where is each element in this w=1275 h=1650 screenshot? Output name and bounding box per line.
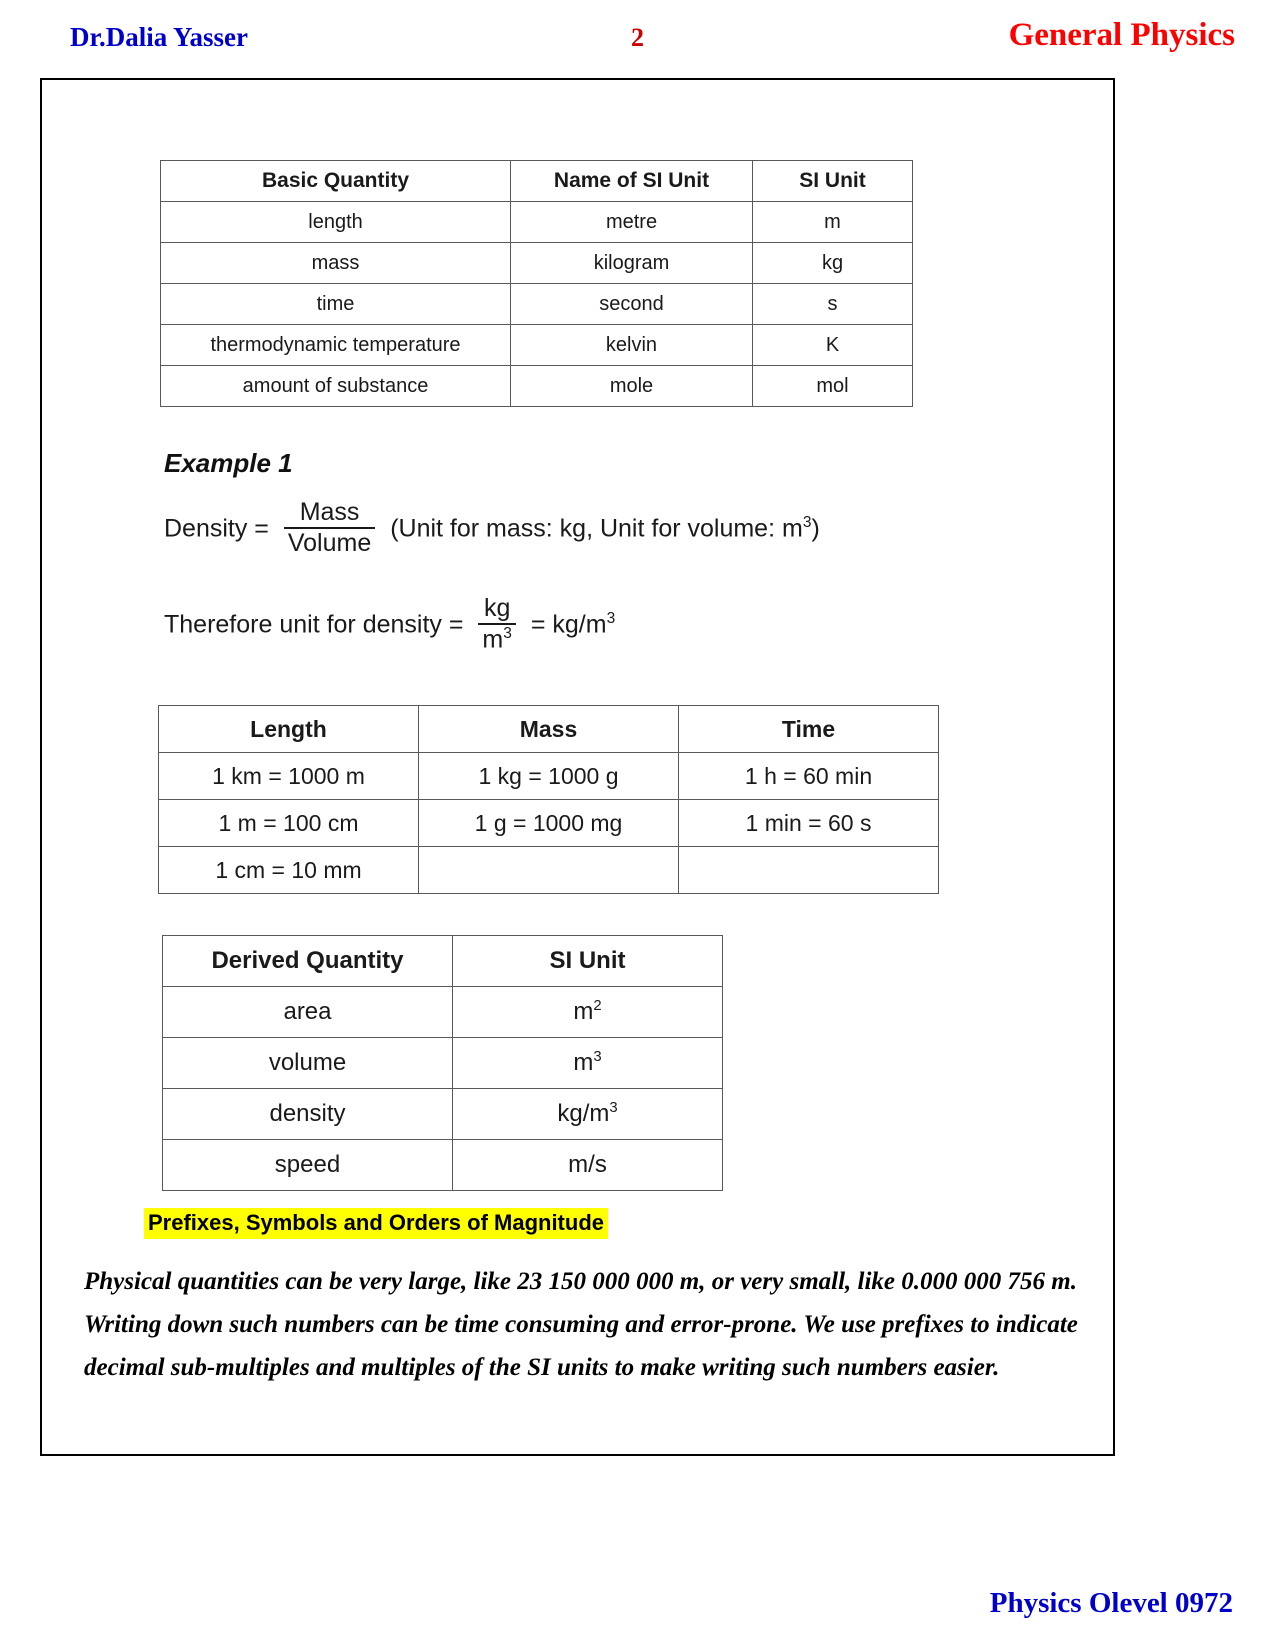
column-header: Basic Quantity [161, 161, 511, 202]
unit-base: kg/m [557, 1100, 610, 1127]
unit-exponent: 3 [593, 1049, 602, 1065]
density-formula [164, 500, 820, 560]
table-cell: 1 m = 100 cm [159, 800, 419, 847]
table-row [159, 847, 939, 894]
fraction-numerator: kg [483, 594, 511, 622]
table-cell: area [163, 987, 453, 1038]
table-row [163, 1140, 723, 1191]
table-cell: 1 kg = 1000 g [419, 753, 679, 800]
table-cell: mass [161, 243, 511, 284]
table-row [161, 284, 913, 325]
fraction-mass-over-volume [284, 498, 375, 558]
column-header: SI Unit [753, 161, 913, 202]
table-cell: 1 g = 1000 mg [419, 800, 679, 847]
table-cell: thermodynamic temperature [161, 325, 511, 366]
formula-note-before: (Unit for mass: kg, Unit for volume: m [390, 514, 803, 543]
column-header: Mass [419, 706, 679, 753]
table-row [161, 366, 913, 407]
formula-lead: Therefore unit for density = [164, 610, 471, 639]
table-cell [679, 847, 939, 894]
section-heading-prefixes: Prefixes, Symbols and Orders of Magnitude [144, 1208, 608, 1239]
table-cell: density [163, 1089, 453, 1140]
table-cell: 1 cm = 10 mm [159, 847, 419, 894]
table-cell: 1 km = 1000 m [159, 753, 419, 800]
table-row [163, 987, 723, 1038]
table-cell: amount of substance [161, 366, 511, 407]
table-cell: second [511, 284, 753, 325]
table-cell: metre [511, 202, 753, 243]
page-footer: Physics Olevel 0972 [989, 1587, 1233, 1619]
derived-quantity-table [162, 935, 723, 1191]
unit-base: m [573, 1049, 594, 1076]
fraction-numerator: Mass [299, 498, 360, 526]
table-row [161, 325, 913, 366]
table-cell: speed [163, 1140, 453, 1191]
table-header-row [163, 936, 723, 987]
table-cell: mole [511, 366, 753, 407]
fraction-denominator: Volume [284, 527, 375, 558]
table-cell: volume [163, 1038, 453, 1089]
table-header-row [159, 706, 939, 753]
density-unit-formula [164, 596, 615, 656]
table-cell: kilogram [511, 243, 753, 284]
column-header: Derived Quantity [163, 936, 453, 987]
table-cell [453, 1089, 723, 1140]
formula-note-exponent: 3 [802, 514, 812, 532]
denominator-base: m [482, 625, 504, 654]
table-cell [453, 1140, 723, 1191]
table-cell: 1 h = 60 min [679, 753, 939, 800]
formula-result-exponent: 3 [606, 610, 616, 628]
fraction-denominator [478, 623, 515, 654]
table-row [161, 243, 913, 284]
table-cell: time [161, 284, 511, 325]
table-cell [453, 987, 723, 1038]
column-header: Time [679, 706, 939, 753]
header-author: Dr.Dalia Yasser [70, 22, 248, 52]
table-cell [453, 1038, 723, 1089]
fraction-kg-over-m3 [478, 594, 515, 654]
table-cell: kg [753, 243, 913, 284]
unit-exponent: 3 [609, 1100, 618, 1116]
unit-conversion-table [158, 705, 939, 894]
example-heading: Example 1 [164, 448, 293, 478]
page-number: 2 [631, 23, 644, 52]
basic-quantity-table [160, 160, 913, 407]
header-subject: General Physics [1008, 17, 1235, 53]
page-content-frame [40, 78, 1115, 1456]
table-cell: K [753, 325, 913, 366]
column-header: SI Unit [453, 936, 723, 987]
table-row [163, 1089, 723, 1140]
page-header [40, 17, 1235, 68]
formula-lead: Density = [164, 514, 276, 543]
table-cell: mol [753, 366, 913, 407]
table-row [159, 753, 939, 800]
denominator-exponent: 3 [503, 624, 512, 642]
section-paragraph: Physical quantities can be very large, like 23 150 000 000 m, or very small, like 0.000 000 756 m. Writing down such numbers can be time consuming and error-prone. We use prefixes to indicate decimal sub-multiples and multiples of the SI units to make writing such numbers easier. [84, 1268, 1078, 1381]
column-header: Length [159, 706, 419, 753]
unit-base: m/s [568, 1151, 607, 1178]
unit-exponent: 2 [593, 998, 602, 1014]
table-header-row [161, 161, 913, 202]
table-row [161, 202, 913, 243]
unit-base: m [573, 998, 594, 1025]
table-cell: length [161, 202, 511, 243]
table-cell: m [753, 202, 913, 243]
table-row [163, 1038, 723, 1089]
table-cell: s [753, 284, 913, 325]
table-cell: 1 min = 60 s [679, 800, 939, 847]
formula-result: = kg/m [530, 610, 607, 639]
column-header: Name of SI Unit [511, 161, 753, 202]
table-cell [419, 847, 679, 894]
table-cell: kelvin [511, 325, 753, 366]
table-row [159, 800, 939, 847]
formula-note-after: ) [811, 514, 820, 543]
